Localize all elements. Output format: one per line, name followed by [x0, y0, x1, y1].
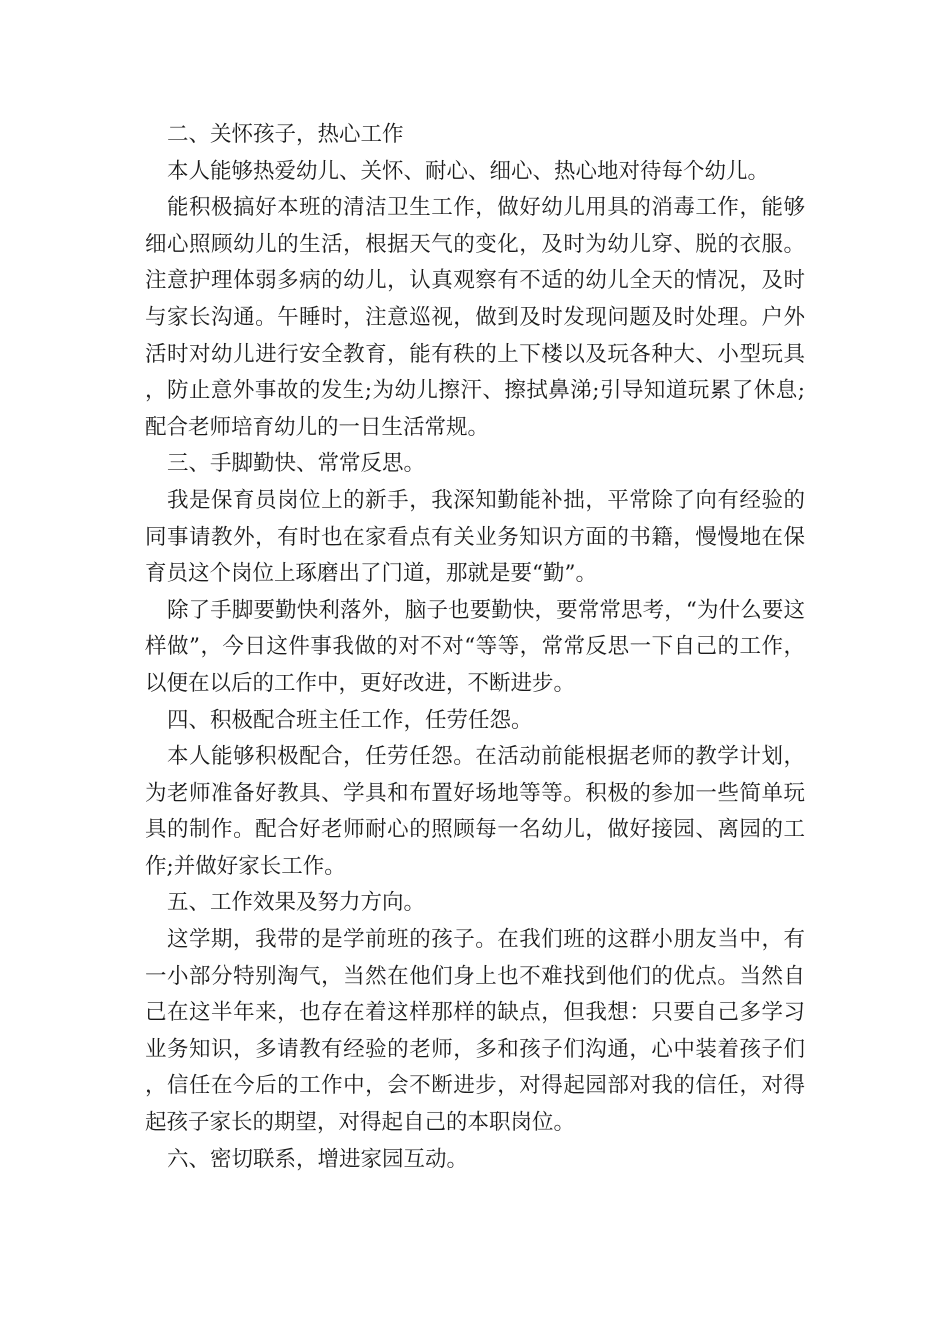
paragraph: 能积极搞好本班的清洁卫生工作，做好幼儿用具的消毒工作，能够细心照顾幼儿的生活，根据天气的变化，及时为幼儿穿、脱的衣服。注意护理体弱多病的幼儿，认真观察有不适的幼儿全天的情况，及时与家长沟通。午睡时，注意巡视，做到及时发现问题及时处理。户外活时对幼儿进行安全教育，能有秩的上下楼以及玩各种大、小型玩具，防止意外事故的发生;为幼儿擦汗、擦拭鼻涕;引导知道玩累了休息;配合老师培育幼儿的一日生活常规。	[145, 195, 805, 440]
paragraph: 除了手脚要勤快利落外，脑子也要勤快，要常常思考，“为什么要这样做”，今日这件事我做的对不对“等等，常常反思一下自己的工作，以便在以后的工作中，更好改进，不断进步。	[145, 597, 805, 696]
section-heading-home-school: 六、密切联系，增进家园互动。	[167, 1146, 469, 1172]
document-body	[145, 117, 805, 1178]
section-heading-diligence: 三、手脚勤快、常常反思。	[167, 451, 426, 477]
paragraph: 这学期，我带的是学前班的孩子。在我们班的这群小朋友当中，有一小部分特别淘气，当然在他们身上也不难找到他们的优点。当然自己在这半年来，也存在着这样那样的缺点，但我想：只要自己多学习业务知识，多请教有经验的老师，多和孩子们沟通，心中装着孩子们，信任在今后的工作中，会不断进步，对得起园部对我的信任，对得起孩子家长的期望，对得起自己的本职岗位。	[145, 927, 805, 1136]
paragraph: 本人能够积极配合，任劳任怨。在活动前能根据老师的教学计划，为老师准备好教具、学具和布置好场地等等。积极的参加一些简单玩具的制作。配合好老师耐心的照顾每一名幼儿，做好接园、离园的工作;并做好家长工作。	[145, 744, 805, 879]
section-heading-care: 二、关怀孩子，热心工作	[167, 122, 404, 147]
paragraph: 本人能够热爱幼儿、关怀、耐心、细心、热心地对待每个幼儿。	[167, 158, 770, 184]
section-heading-results: 五、工作效果及努力方向。	[167, 890, 426, 916]
paragraph: 我是保育员岗位上的新手，我深知勤能补拙，平常除了向有经验的同事请教外，有时也在家看点有关业务知识方面的书籍，慢慢地在保育员这个岗位上琢磨出了门道，那就是要“勤”。	[145, 487, 805, 587]
section-heading-cooperation: 四、积极配合班主任工作，任劳任怨。	[167, 707, 533, 733]
